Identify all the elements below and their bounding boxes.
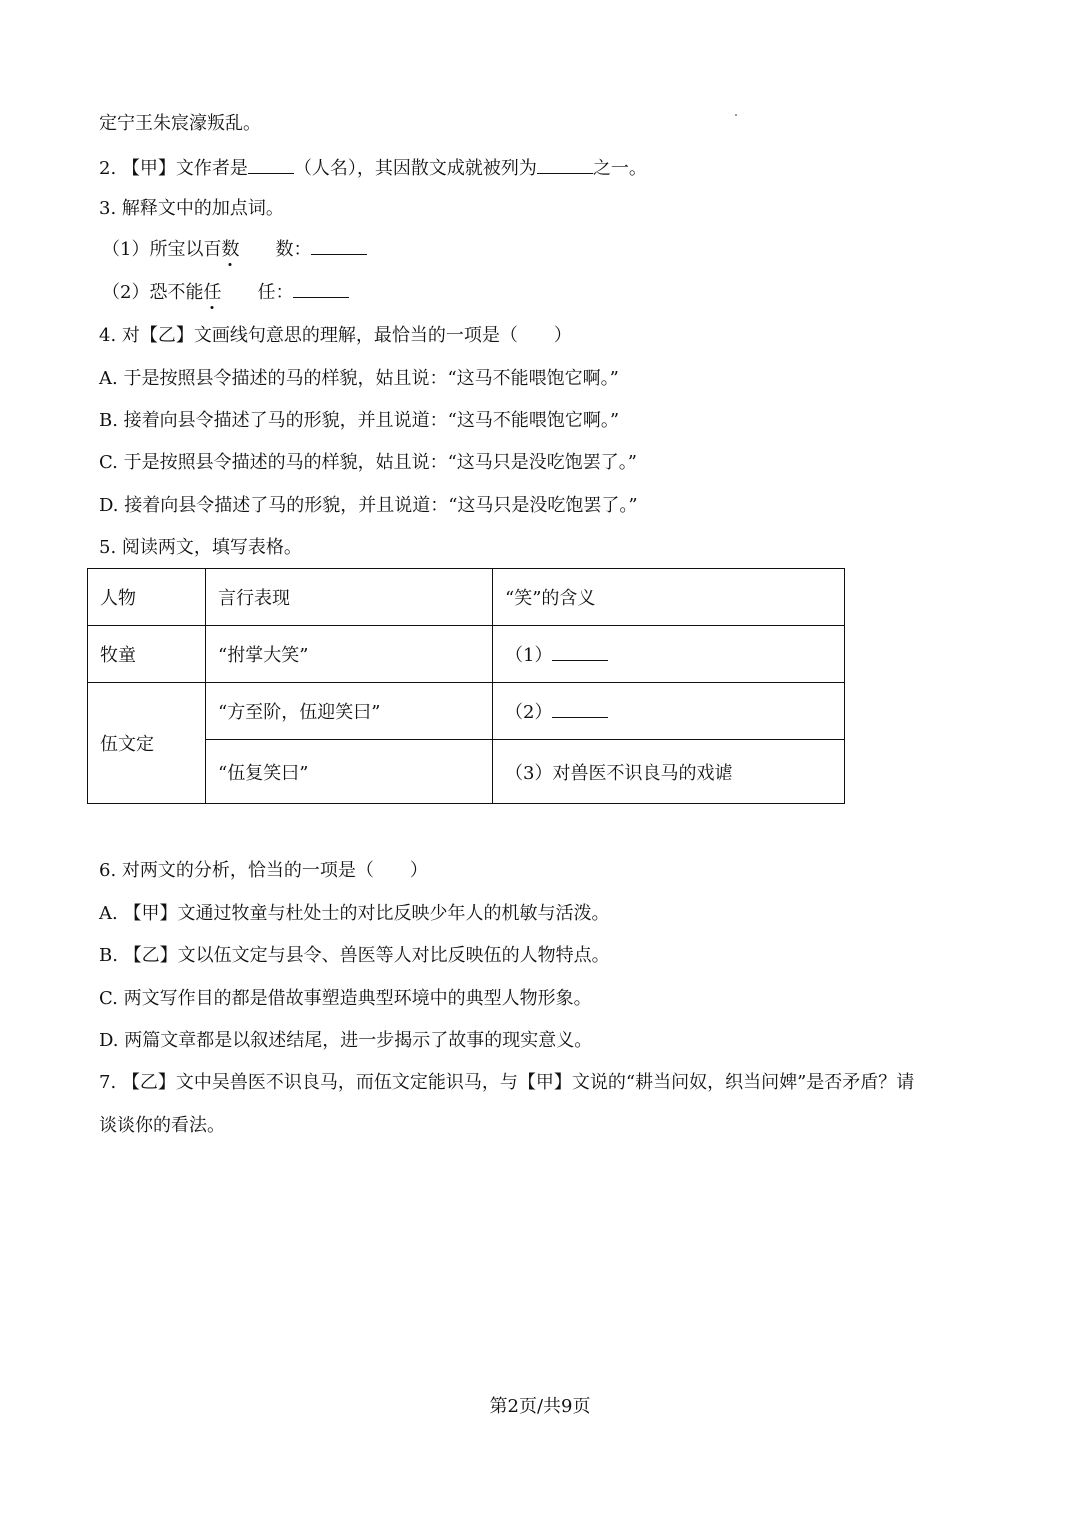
question-3-item-2: （2）恐不能任 任： [102, 279, 349, 305]
answer-blank[interactable] [537, 155, 593, 174]
table-header: “笑”的含义 [493, 569, 845, 626]
question-4: 4. 对【乙】文画线句意思的理解，最恰当的一项是（ ） [99, 325, 572, 346]
option-c[interactable]: C. 于是按照县令描述的马的样貌，姑且说：“这马只是没吃饱罢了。” [99, 452, 637, 473]
question-6: 6. 对两文的分析，恰当的一项是（ ） [99, 860, 428, 881]
answer-blank[interactable] [248, 155, 294, 174]
answer-blank[interactable] [311, 236, 367, 255]
option-a[interactable]: A. 于是按照县令描述的马的样貌，姑且说：“这马不能喂饱它啊。” [99, 368, 619, 389]
table-header: 人物 [88, 569, 206, 626]
answer-blank[interactable] [552, 699, 608, 718]
option-b[interactable]: B. 【乙】文以伍文定与县令、兽医等人对比反映伍的人物特点。 [99, 945, 610, 966]
table-cell: （1） [493, 626, 845, 683]
table-cell: “方至阶，伍迎笑曰” [206, 683, 493, 740]
option-d[interactable]: D. 接着向县令描述了马的形貌，并且说道：“这马只是没吃饱罢了。” [99, 495, 638, 516]
question-3: 3. 解释文中的加点词。 [99, 198, 284, 219]
option-c[interactable]: C. 两文写作目的都是借故事塑造典型环境中的典型人物形象。 [99, 988, 592, 1009]
table-cell: （3）对兽医不识良马的戏谑 [493, 740, 845, 804]
table-cell: 牧童 [88, 626, 206, 683]
option-b[interactable]: B. 接着向县令描述了马的形貌，并且说道：“这马不能喂饱它啊。” [99, 410, 620, 431]
table-header: 言行表现 [206, 569, 493, 626]
table-cell: “拊掌大笑” [206, 626, 493, 683]
question-3-item-1: （1）所宝以百数 数： [102, 236, 367, 262]
answer-blank[interactable] [293, 279, 349, 298]
dotted-word: 任 [203, 282, 222, 303]
table-cell: 伍文定 [88, 683, 206, 804]
answer-blank[interactable] [552, 642, 608, 661]
table-cell: “伍复笑曰” [206, 740, 493, 804]
question-5: 5. 阅读两文，填写表格。 [99, 537, 302, 558]
table-cell: （2） [493, 683, 845, 740]
page-number: 第2页/共9页 [489, 1396, 591, 1417]
question-7: 7. 【乙】文中吴兽医不识良马，而伍文定能识马，与【甲】文说的“耕当问奴，织当问婢”是否矛盾？请 [99, 1072, 915, 1093]
question-7-continued: 谈谈你的看法。 [99, 1115, 225, 1136]
text-line-continued: 定宁王朱宸濠叛乱。 [99, 113, 261, 134]
dotted-word: 数 [221, 239, 240, 260]
option-a[interactable]: A. 【甲】文通过牧童与杜处士的对比反映少年人的机敏与活泼。 [99, 903, 610, 924]
scan-speck [735, 114, 737, 116]
answer-table [87, 568, 845, 804]
option-d[interactable]: D. 两篇文章都是以叙述结尾，进一步揭示了故事的现实意义。 [99, 1030, 593, 1051]
question-2: 2. 【甲】文作者是 （人名），其因散文成就被列为 之一。 [99, 155, 647, 181]
